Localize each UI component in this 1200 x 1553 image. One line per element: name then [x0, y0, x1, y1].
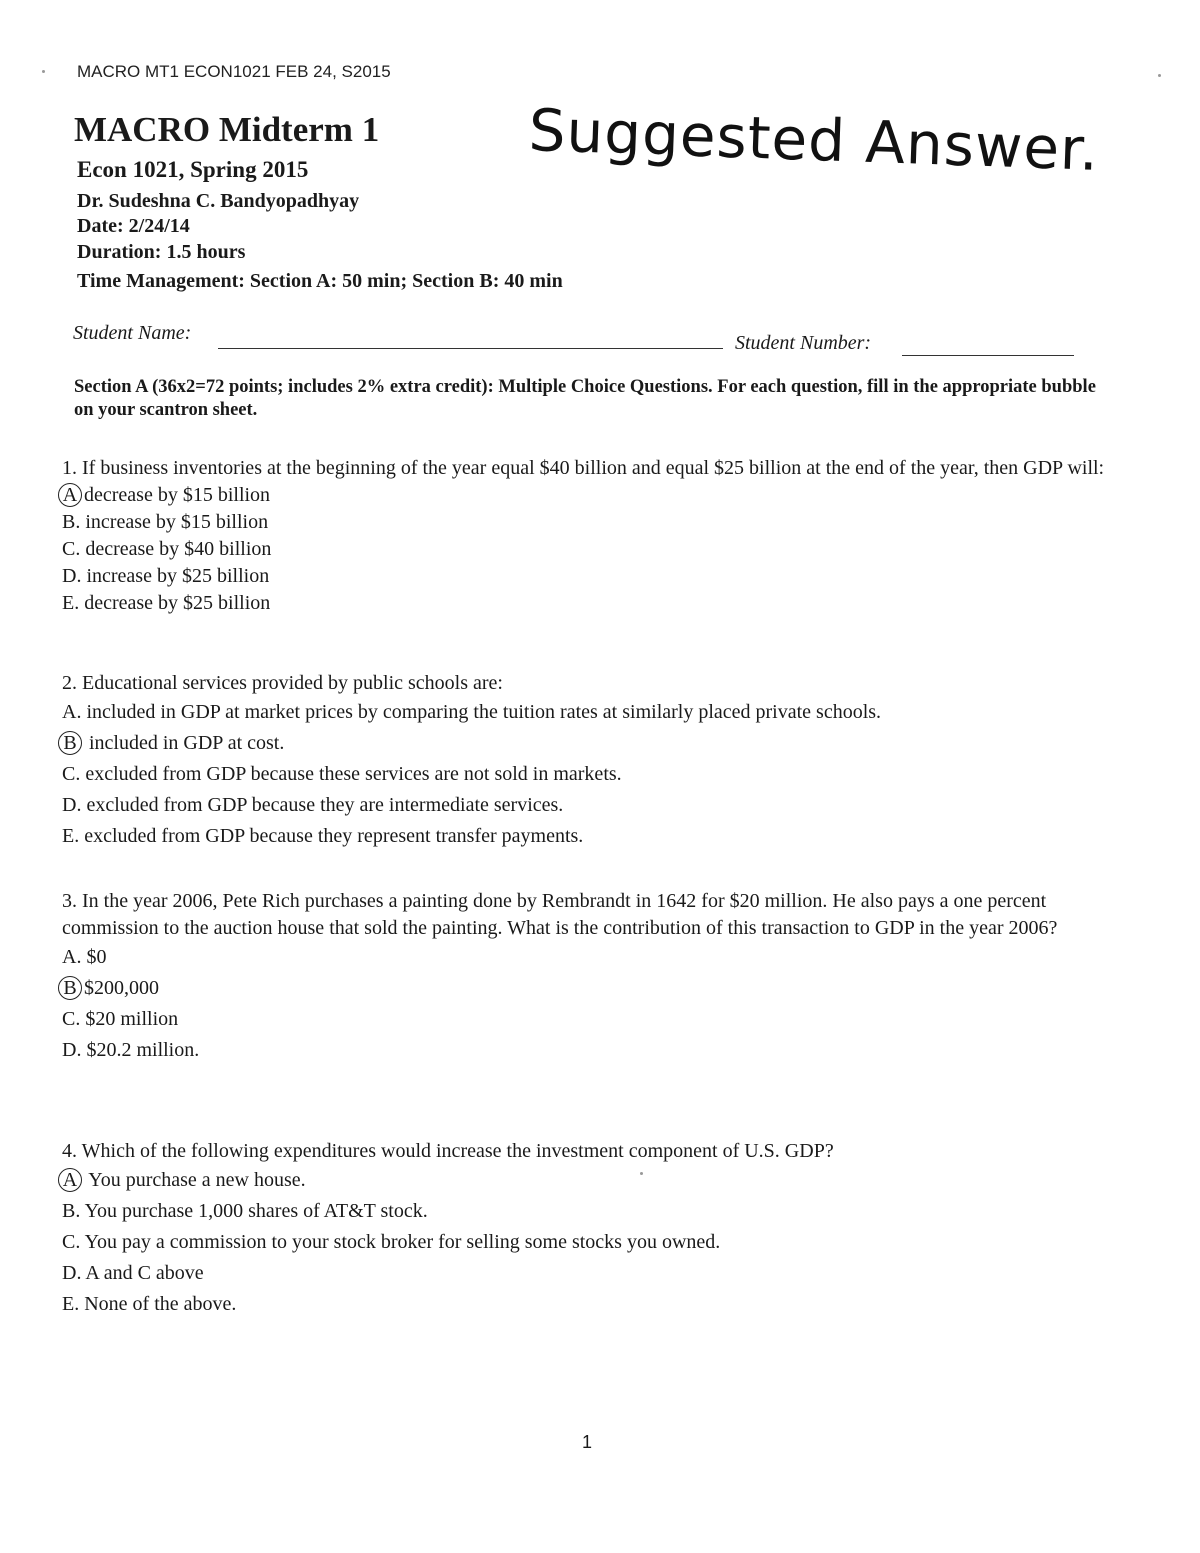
option-letter: C.: [62, 538, 81, 560]
circled-answer-letter: A: [58, 1168, 82, 1192]
answer-option: [62, 790, 1112, 821]
option-letter: C.: [62, 1008, 81, 1030]
question-stem: 1. If business inventories at the beginning of the year equal $40 billion and equal $25 billion at the end of the year, then GDP will:: [62, 457, 1105, 479]
option-text: increase by $25 billion: [81, 565, 270, 587]
student-name-line[interactable]: [218, 348, 723, 349]
student-number-label: Student Number:: [735, 332, 872, 354]
option-text: $0: [81, 946, 107, 968]
option-letter: C.: [62, 1231, 81, 1253]
option-letter: B.: [62, 511, 81, 533]
answer-option: [62, 1289, 1112, 1320]
answer-option: [62, 728, 1112, 759]
answer-option: [62, 973, 1112, 1004]
answer-option: [62, 563, 1112, 590]
option-text: You purchase a new house.: [84, 1169, 306, 1191]
option-letter: C.: [62, 763, 81, 785]
scan-speck: [640, 1172, 643, 1175]
option-text: included in GDP at cost.: [84, 732, 285, 754]
circled-answer-letter: A: [58, 483, 82, 507]
circled-answer-letter: B: [58, 976, 82, 1000]
course-name: Econ 1021, Spring 2015: [77, 157, 309, 182]
question-stem: 3. In the year 2006, Pete Rich purchases a painting done by Rembrandt in 1642 for $20 million. He also pays a one percent commission to the auction house that sold the painting. What is the contribution of this transaction to GDP in the year 2006?: [62, 890, 1058, 939]
page-title: MACRO Midterm 1: [74, 110, 380, 149]
answer-option: [62, 942, 1112, 973]
time-management: Time Management: Section A: 50 min; Section B: 40 min: [77, 270, 563, 292]
option-text: decrease by $40 billion: [80, 538, 272, 560]
answer-option: [62, 482, 1112, 509]
option-letter: E.: [62, 825, 80, 847]
option-letter: A.: [62, 701, 82, 723]
option-letter: E.: [62, 592, 80, 614]
option-letter: A.: [62, 946, 82, 968]
option-text: $200,000: [84, 977, 159, 999]
option-text: None of the above.: [79, 1293, 237, 1315]
question-stem: 2. Educational services provided by public schools are:: [62, 672, 503, 694]
exam-date: Date: 2/24/14: [77, 215, 190, 237]
option-text: $20.2 million.: [81, 1039, 200, 1061]
question-2: [62, 670, 1112, 852]
option-letter: B.: [62, 1200, 81, 1222]
answer-option: [62, 821, 1112, 852]
option-text: You pay a commission to your stock broker for selling some stocks you owned.: [80, 1231, 721, 1253]
answer-option: [62, 536, 1112, 563]
instructor: Dr. Sudeshna C. Bandyopadhyay: [77, 190, 360, 212]
option-text: increase by $15 billion: [80, 511, 269, 533]
option-letter: D.: [62, 1039, 82, 1061]
answer-option: [62, 1035, 1112, 1066]
question-stem: 4. Which of the following expenditures would increase the investment component of U.S. GDP?: [62, 1140, 834, 1162]
answer-option: [62, 1196, 1112, 1227]
answer-option: [62, 590, 1112, 617]
answer-option: [62, 697, 1112, 728]
handwritten-note: Suggested Answer.: [527, 96, 1101, 184]
option-letter: D.: [62, 794, 82, 816]
question-3: [62, 888, 1112, 1066]
option-letter: D.: [62, 1262, 82, 1284]
answer-option: [62, 1227, 1112, 1258]
student-name-label: Student Name:: [73, 322, 192, 344]
answer-option: [62, 1004, 1112, 1035]
answer-option: [62, 509, 1112, 536]
option-text: excluded from GDP because they represent transfer payments.: [79, 825, 584, 847]
question-1: [62, 455, 1112, 617]
scan-speck: [42, 70, 45, 73]
section-a-instructions: Section A (36x2=72 points; includes 2% extra credit): Multiple Choice Questions. For each question, fill in the appropriate bubble on your scantron sheet.: [74, 377, 1096, 420]
option-text: excluded from GDP because these services are not sold in markets.: [80, 763, 622, 785]
option-text: excluded from GDP because they are intermediate services.: [81, 794, 564, 816]
option-text: decrease by $15 billion: [84, 484, 271, 506]
answer-option: [62, 759, 1112, 790]
option-text: $20 million: [80, 1008, 179, 1030]
option-letter: E.: [62, 1293, 80, 1315]
page-number: 1: [582, 1432, 593, 1452]
option-letter: D.: [62, 565, 82, 587]
circled-answer-letter: B: [58, 731, 82, 755]
student-number-line[interactable]: [902, 355, 1074, 356]
answer-option: [62, 1165, 1112, 1196]
running-title: MACRO MT1 ECON1021 FEB 24, S2015: [77, 62, 391, 81]
answer-option: [62, 1258, 1112, 1289]
scan-speck: [1158, 74, 1161, 77]
exam-duration: Duration: 1.5 hours: [77, 241, 246, 263]
option-text: You purchase 1,000 shares of AT&T stock.: [80, 1200, 428, 1222]
option-text: A and C above: [81, 1262, 204, 1284]
option-text: included in GDP at market prices by comparing the tuition rates at similarly placed private schools.: [81, 701, 882, 723]
option-text: decrease by $25 billion: [79, 592, 271, 614]
question-4: [62, 1138, 1112, 1320]
